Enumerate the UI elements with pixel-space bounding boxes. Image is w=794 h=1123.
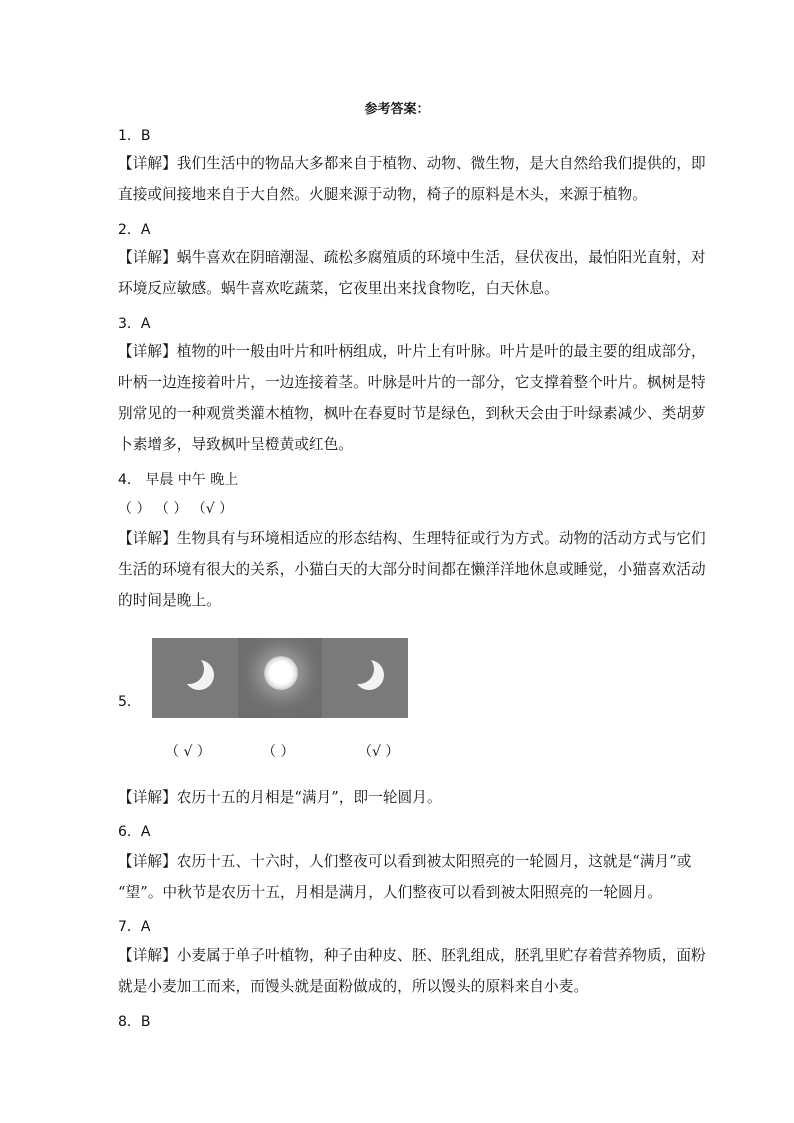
answer-4-detail	[118, 523, 706, 616]
answer-5-detail	[118, 782, 684, 813]
detail-line: 环境反应敏感。蜗牛喜欢吃蔬菜，它夜里出来找食物吃，白天休息。	[118, 280, 559, 297]
detail-line: 就是小麦加工而来，而馒头就是面粉做成的，所以馒头的原料来自小麦。	[118, 978, 589, 995]
answer-7-label: 7．A	[118, 919, 151, 935]
detail-line: 卜素增多，导致枫叶呈橙黄或红色。	[118, 436, 354, 453]
detail-line: 的时间是晚上。	[118, 592, 221, 609]
answer-5-label: 5．	[118, 694, 141, 710]
crescent-moon-icon	[184, 660, 214, 690]
crescent-moon-image-1	[152, 638, 238, 718]
moon-mark-2: （ ）	[262, 744, 295, 760]
page-title: 参考答案：	[364, 102, 430, 117]
detail-line: 直接或间接地来自于大自然。火腿来源于动物，椅子的原料是木头，来源于植物。	[118, 186, 647, 203]
answer-7-detail	[118, 940, 706, 1002]
detail-line: 【详解】我们生活中的物品大多都来自于植物、动物、微生物，是大自然给我们提供的，即	[118, 155, 706, 172]
answer-1-detail	[118, 148, 706, 210]
detail-line: 【详解】农历十五的月相是“满月”，即一轮圆月。	[118, 789, 442, 806]
answer-6-label: 6．A	[118, 824, 151, 840]
full-moon-icon	[264, 656, 298, 690]
full-moon-image	[238, 638, 322, 718]
answer-2-label: 2．A	[118, 222, 151, 238]
answer-3-detail	[118, 336, 706, 460]
detail-line: 【详解】蜗牛喜欢在阴暗潮湿、疏松多腐殖质的环境中生活，昼伏夜出，最怕阳光直射，对	[118, 249, 706, 266]
detail-line: 【详解】农历十五、十六时，人们整夜可以看到被太阳照亮的一轮圆月，这就是“满月”或	[118, 853, 692, 870]
answer-4-marks: （ ） （ ） （√ ）	[118, 501, 234, 517]
answer-1-label: 1．B	[118, 128, 151, 144]
detail-line: 【详解】生物具有与环境相适应的形态结构、生理特征或行为方式。动物的活动方式与它们	[118, 530, 706, 547]
crescent-moon-image-2	[322, 638, 408, 718]
answer-8-label: 8．B	[118, 1014, 151, 1030]
answer-3-label: 3．A	[118, 316, 151, 332]
detail-line: 别常见的一种观赏类灌木植物，枫叶在春夏时节是绿色，到秋天会由于叶绿素减少、类胡萝	[118, 405, 706, 422]
moon-mark-1: （ √ ）	[165, 744, 211, 760]
detail-line: 叶柄一边连接着叶片，一边连接着茎。叶脉是叶片的一部分，它支撑着整个叶片。枫树是特	[118, 374, 706, 391]
answer-4-label: 4． 早晨 中午 晚上	[118, 472, 239, 488]
detail-line: 生活的环境有很大的关系，小猫白天的大部分时间都在懒洋洋地休息或睡觉，小猫喜欢活动	[118, 561, 706, 578]
detail-line: 【详解】植物的叶一般由叶片和叶柄组成，叶片上有叶脉。叶片是叶的最主要的组成部分，	[118, 343, 706, 360]
detail-line: “望”。中秋节是农历十五，月相是满月，人们整夜可以看到被太阳照亮的一轮圆月。	[118, 884, 663, 901]
crescent-moon-icon	[354, 660, 384, 690]
answer-2-detail	[118, 242, 706, 304]
answer-6-detail	[118, 846, 692, 908]
moon-mark-3: （√ ）	[358, 744, 400, 760]
detail-line: 【详解】小麦属于单子叶植物，种子由种皮、胚、胚乳组成，胚乳里贮存着营养物质，面粉	[118, 947, 706, 964]
